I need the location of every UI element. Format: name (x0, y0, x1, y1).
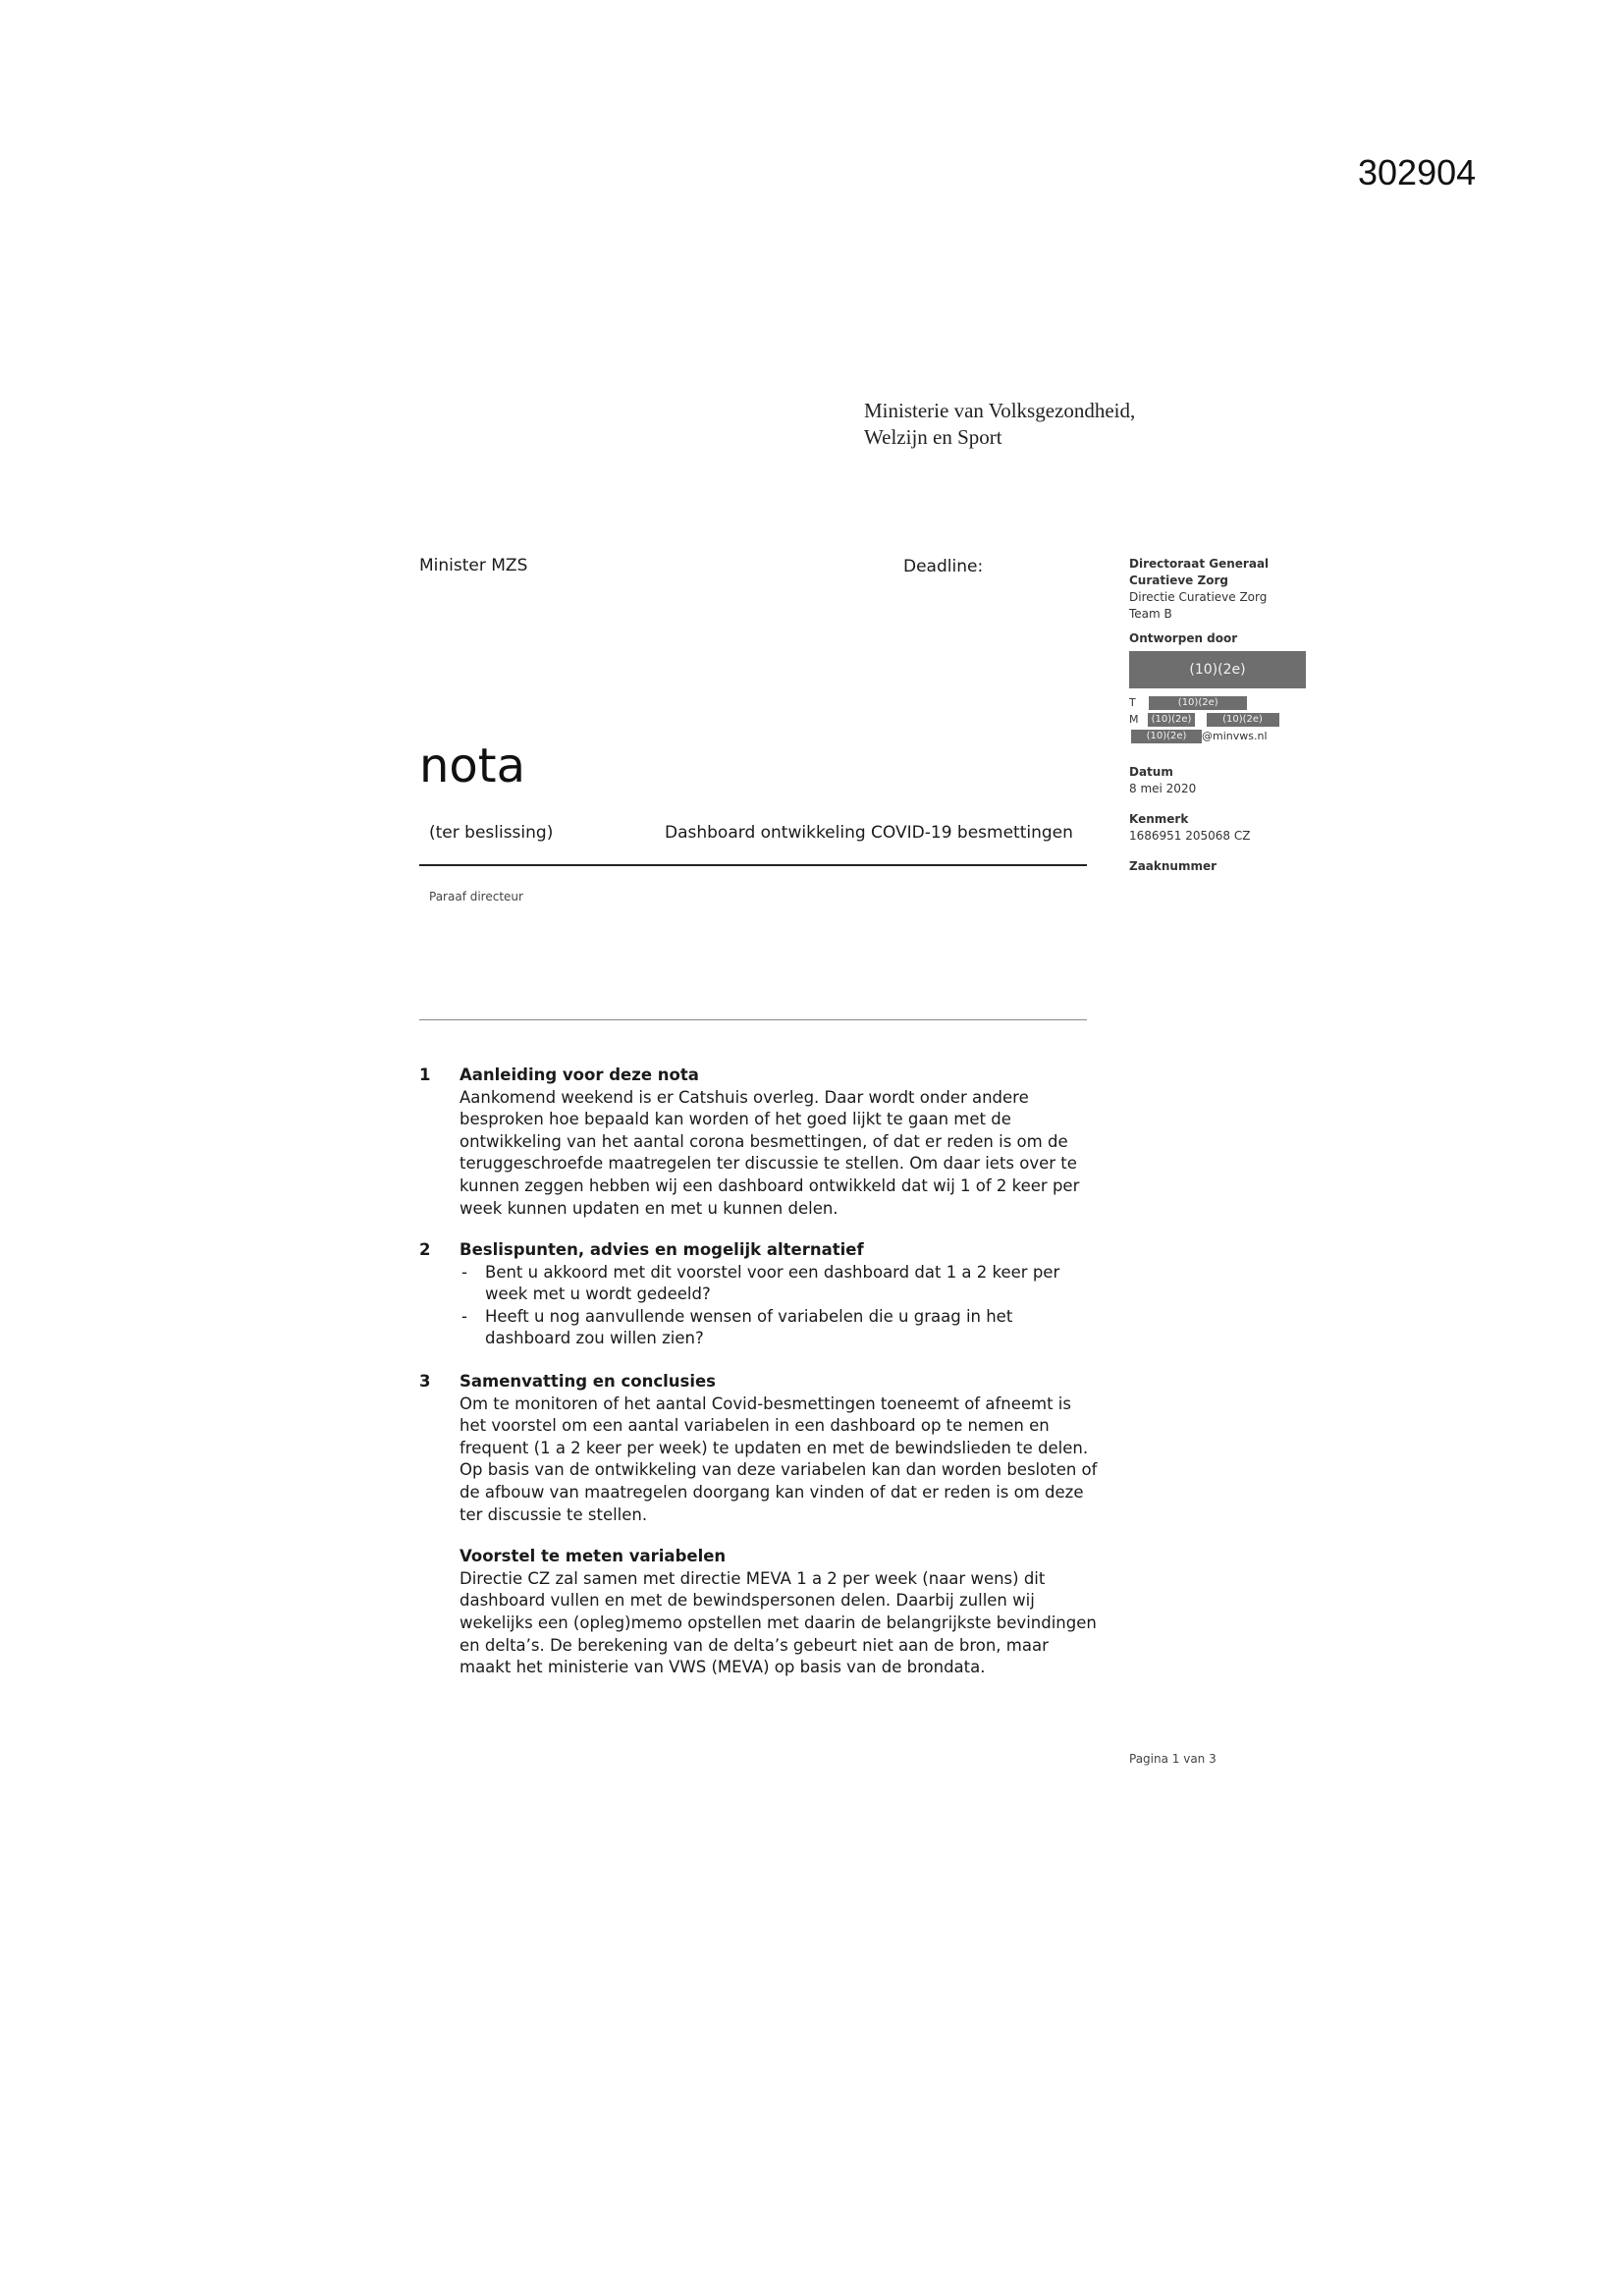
section-heading: Samenvatting en conclusies (460, 1372, 716, 1391)
contact-email-row (1129, 728, 1325, 744)
kenmerk-label: Kenmerk (1129, 812, 1189, 826)
m-label: M (1129, 713, 1139, 726)
m-redaction-2: (10)(2e) (1207, 713, 1279, 727)
ministry-name-line-1: Ministerie van Volksgezondheid, (864, 399, 1136, 422)
section-3 (419, 1371, 1126, 1679)
team: Team B (1129, 607, 1172, 621)
deadline-label: Deadline: (903, 557, 984, 576)
section-line: de afbouw van maatregelen doorgang kan vinden of dat er reden is om deze (460, 1482, 1084, 1502)
section-line: frequent (1 a 2 keer per week) te updaten en met de bewindslieden te delen. (460, 1438, 1089, 1457)
redaction-block: (10)(2e) (1129, 651, 1306, 688)
bullet-item (460, 1262, 1126, 1306)
ministry-name-line-2: Welzijn en Sport (864, 425, 1002, 449)
bullet-line: Bent u akkoord met dit voorstel voor een dashboard dat 1 a 2 keer per (485, 1262, 1060, 1282)
section-number: 2 (419, 1240, 431, 1259)
email-suffix: @minvws.nl (1202, 730, 1268, 742)
section-line: ontwikkeling van het aantal corona besmettingen, of dat er reden is om de (460, 1131, 1068, 1151)
contact-t-row (1129, 694, 1325, 711)
section-line: Om te monitoren of het aantal Covid-besmettingen toeneemt of afneemt is (460, 1394, 1071, 1413)
contact-m-row (1129, 711, 1325, 728)
document-title: nota (419, 738, 526, 793)
paraaf-label: Paraaf directeur (429, 890, 523, 903)
section-line: teruggeschroefde maatregelen ter discussie te stellen. Om daar iets over te (460, 1154, 1077, 1174)
section-2 (419, 1239, 1126, 1350)
section-line: dashboard vullen en met de bewindspersonen delen. Daarbij zullen wij (460, 1591, 1035, 1611)
section-line: week kunnen updaten en met u kunnen delen. (460, 1198, 839, 1218)
email-redaction: (10)(2e) (1131, 730, 1202, 743)
bullet-dash: - (461, 1306, 467, 1326)
datum-label: Datum (1129, 765, 1173, 779)
dg-line-2: Curatieve Zorg (1129, 574, 1228, 587)
section-line: kunnen zeggen hebben wij een dashboard ontwikkeld dat wij 1 of 2 keer per (460, 1175, 1080, 1195)
section-number: 1 (419, 1066, 431, 1084)
sender-sidebar (1129, 556, 1325, 875)
section-heading: Beslispunten, advies en mogelijk alternatief (460, 1240, 864, 1259)
zaaknummer-label: Zaaknummer (1129, 859, 1217, 873)
document-subject: Dashboard ontwikkeling COVID-19 besmettingen (665, 823, 1073, 843)
ministry-logo-text (864, 398, 1135, 451)
section-line: ter discussie te stellen. (460, 1504, 648, 1524)
subsection-heading: Voorstel te meten variabelen (460, 1547, 727, 1566)
page-number: Pagina 1 van 3 (1129, 1752, 1217, 1766)
section-line: maakt het ministerie van VWS (MEVA) op basis van de brondata. (460, 1658, 986, 1677)
datum-value: 8 mei 2020 (1129, 782, 1197, 795)
section-number: 3 (419, 1372, 431, 1391)
document-number: 302904 (1358, 152, 1477, 192)
document-type: (ter beslissing) (429, 823, 554, 843)
bullet-line: week met u wordt gedeeld? (485, 1285, 711, 1304)
m-redaction-1: (10)(2e) (1148, 713, 1195, 727)
section-line: besproken hoe bepaald kan worden of het goed lijkt te gaan met de (460, 1110, 1011, 1129)
bullet-line: dashboard zou willen zien? (485, 1329, 704, 1348)
bullet-item (460, 1306, 1126, 1350)
section-line: en delta’s. De berekening van de delta’s gebeurt niet aan de bron, maar (460, 1635, 1049, 1655)
addressee: Minister MZS (419, 556, 528, 575)
section-line: Aankomend weekend is er Catshuis overleg. Daar wordt onder andere (460, 1087, 1029, 1107)
bullet-dash: - (461, 1262, 467, 1282)
section-line: Directie CZ zal samen met directie MEVA 1 a 2 per week (naar wens) dit (460, 1568, 1046, 1588)
t-redaction: (10)(2e) (1149, 696, 1247, 710)
directie: Directie Curatieve Zorg (1129, 590, 1268, 604)
section-heading: Aanleiding voor deze nota (460, 1066, 699, 1084)
header-rule (419, 864, 1087, 866)
dg-line-1: Directoraat Generaal (1129, 557, 1270, 571)
bullet-line: Heeft u nog aanvullende wensen of variabelen die u graag in het (485, 1306, 1013, 1326)
t-label: T (1129, 696, 1136, 709)
paraaf-rule (419, 1019, 1087, 1020)
section-line: wekelijks een (opleg)memo opstellen met daarin de belangrijkste bevindingen (460, 1613, 1097, 1632)
section-line: Op basis van de ontwikkeling van deze variabelen kan dan worden besloten of (460, 1460, 1098, 1480)
kenmerk-value: 1686951 205068 CZ (1129, 829, 1251, 843)
section-1 (419, 1065, 1126, 1220)
ontworpen-label: Ontworpen door (1129, 631, 1238, 645)
section-line: het voorstel om een aantal variabelen in een dashboard op te nemen en (460, 1416, 1050, 1436)
